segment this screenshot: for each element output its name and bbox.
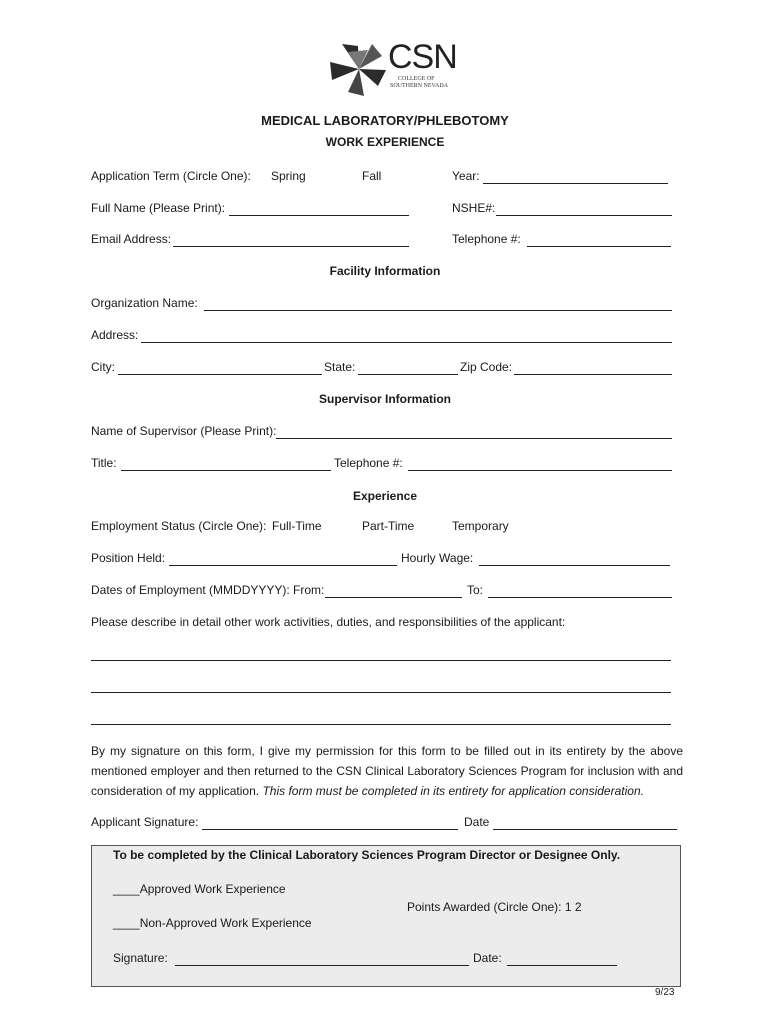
position-held-field[interactable] xyxy=(169,565,397,566)
email-label: Email Address: xyxy=(91,232,172,246)
dates-to-field[interactable] xyxy=(488,597,672,598)
director-date-label: Date: xyxy=(473,951,502,965)
state-label: State: xyxy=(324,360,356,374)
term-spring-option[interactable]: Spring xyxy=(271,169,306,183)
telephone-field[interactable] xyxy=(527,246,671,247)
full-time-option[interactable]: Full-Time xyxy=(272,519,322,533)
logo-name: CSN xyxy=(388,38,457,76)
director-signature-field[interactable] xyxy=(175,965,469,966)
position-held-label: Position Held: xyxy=(91,551,166,565)
city-field[interactable] xyxy=(118,374,322,375)
dates-from-field[interactable] xyxy=(325,597,462,598)
supervisor-telephone-label: Telephone #: xyxy=(334,456,403,470)
director-heading: To be completed by the Clinical Laboratory Sciences Program Director or Designee Only. xyxy=(113,848,621,862)
supervisor-title-field[interactable] xyxy=(121,470,331,471)
zip-label: Zip Code: xyxy=(460,360,513,374)
approved-option[interactable]: ____Approved Work Experience xyxy=(113,882,286,896)
temporary-option[interactable]: Temporary xyxy=(452,519,509,533)
applicant-signature-label: Applicant Signature: xyxy=(91,815,199,829)
supervisor-title-label: Title: xyxy=(91,456,117,470)
logo-subtitle-1: COLLEGE OF xyxy=(398,76,435,82)
logo-subtitle-2: SOUTHERN NEVADA xyxy=(390,83,449,89)
describe-line-2[interactable] xyxy=(91,692,671,693)
full-name-label: Full Name (Please Print): xyxy=(91,201,226,215)
year-label: Year: xyxy=(452,169,480,183)
app-term-label: Application Term (Circle One): xyxy=(91,169,251,183)
year-field[interactable] xyxy=(483,183,668,184)
hourly-wage-field[interactable] xyxy=(479,565,670,566)
director-date-field[interactable] xyxy=(507,965,617,966)
state-field[interactable] xyxy=(358,374,458,375)
supervisor-name-field[interactable] xyxy=(276,438,672,439)
director-signature-label: Signature: xyxy=(113,951,168,965)
facility-heading: Facility Information xyxy=(329,264,441,278)
zip-field[interactable] xyxy=(514,374,672,375)
employment-status-label: Employment Status (Circle One): xyxy=(91,519,267,533)
full-name-field[interactable] xyxy=(229,215,409,216)
describe-line-1[interactable] xyxy=(91,660,671,661)
part-time-option[interactable]: Part-Time xyxy=(362,519,415,533)
org-name-label: Organization Name: xyxy=(91,296,198,310)
address-label: Address: xyxy=(91,328,139,342)
permission-italic-note: This form must be completed in its entirety for application consideration. xyxy=(262,784,644,798)
experience-heading: Experience xyxy=(352,489,418,503)
org-name-field[interactable] xyxy=(204,310,672,311)
page-subtitle: WORK EXPERIENCE xyxy=(325,135,445,149)
permission-paragraph xyxy=(91,741,683,801)
page-title: MEDICAL LABORATORY/PHLEBOTOMY xyxy=(261,113,509,128)
dates-from-label: Dates of Employment (MMDDYYYY): From: xyxy=(91,583,325,597)
describe-prompt: Please describe in detail other work activities, duties, and responsibilities of the applicant: xyxy=(91,615,566,629)
revision-date: 9/23 xyxy=(655,987,675,998)
telephone-label: Telephone #: xyxy=(452,232,521,246)
city-label: City: xyxy=(91,360,115,374)
applicant-date-field[interactable] xyxy=(493,829,677,830)
nshe-label: NSHE#: xyxy=(452,201,496,215)
term-fall-option[interactable]: Fall xyxy=(362,169,382,183)
permission-text: By my signature on this form, I give my permission for this form to be filled out in its entirety by the above mentioned employer and then returned to the CSN Clinical Laboratory Sciences Program for inclusion with and consideration of my application. xyxy=(91,744,683,798)
address-field[interactable] xyxy=(141,342,672,343)
supervisor-heading: Supervisor Information xyxy=(318,392,452,406)
non-approved-option[interactable]: ____Non-Approved Work Experience xyxy=(113,916,312,930)
dates-to-label: To: xyxy=(467,583,484,597)
applicant-signature-field[interactable] xyxy=(202,829,458,830)
applicant-date-label: Date xyxy=(464,815,490,829)
supervisor-telephone-field[interactable] xyxy=(408,470,672,471)
supervisor-name-label: Name of Supervisor (Please Print): xyxy=(91,424,277,438)
csn-pinwheel-icon xyxy=(328,40,390,98)
points-awarded[interactable]: Points Awarded (Circle One): 1 2 xyxy=(407,900,582,914)
hourly-wage-label: Hourly Wage: xyxy=(401,551,474,565)
describe-line-3[interactable] xyxy=(91,724,671,725)
csn-logo xyxy=(328,40,458,98)
email-field[interactable] xyxy=(173,246,409,247)
nshe-field[interactable] xyxy=(496,215,672,216)
